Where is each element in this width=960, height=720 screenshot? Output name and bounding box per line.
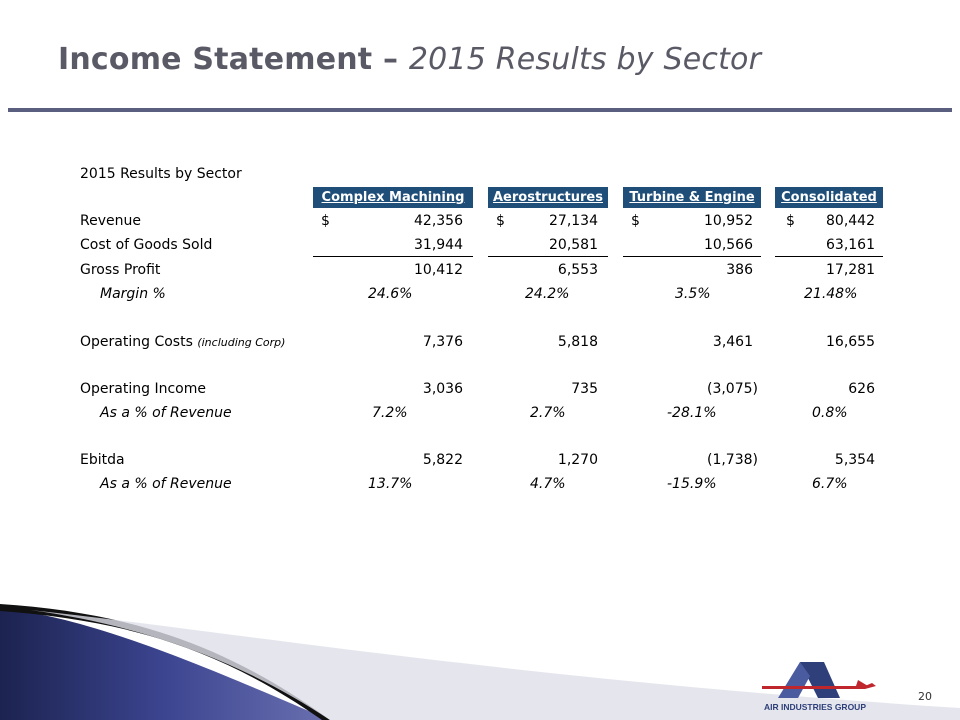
cell-gp-aero: 6,553 — [557, 262, 598, 278]
title-main: Income Statement – — [58, 42, 409, 77]
cell-ebitda-complex: 5,822 — [422, 452, 463, 468]
title-italic: 2015 Results by Sector — [408, 42, 762, 77]
col-header-turbine-engine: Turbine & Engine — [623, 187, 761, 208]
cell-oipct-turbine: -28.1% — [667, 405, 717, 421]
logo-plane-tail — [856, 680, 868, 686]
cell-opcost-consolidated: 16,655 — [826, 334, 875, 350]
cell-gp-complex: 10,412 — [414, 262, 463, 278]
cell-gp-consolidated: 17,281 — [826, 262, 875, 278]
cell-gp-turbine: 386 — [726, 262, 753, 278]
cell-revenue-complex: 42,356 — [414, 213, 463, 229]
row-label-cogs: Cost of Goods Sold — [80, 237, 213, 253]
col-header-consolidated: Consolidated — [775, 187, 883, 208]
cell-oipct-complex: 7.2% — [372, 405, 408, 421]
cell-oipct-consolidated: 0.8% — [812, 405, 848, 421]
currency-symbol: $ — [786, 213, 795, 229]
cell-ebitda-consolidated: 5,354 — [834, 452, 875, 468]
cell-cogs-aero: 20,581 — [549, 237, 598, 253]
row-label-operating-income: Operating Income — [80, 381, 206, 397]
cell-margin-consolidated: 21.48% — [804, 286, 858, 302]
cell-cogs-consolidated: 63,161 — [826, 237, 875, 253]
cell-oipct-aero: 2.7% — [530, 405, 566, 421]
cell-revenue-aero: 27,134 — [549, 213, 598, 229]
row-label-ebitda-pct: As a % of Revenue — [100, 476, 232, 492]
cell-revenue-turbine: 10,952 — [704, 213, 753, 229]
col-header-complex-machining: Complex Machining — [313, 187, 473, 208]
cell-cogs-turbine: 10,566 — [704, 237, 753, 253]
cell-margin-turbine: 3.5% — [675, 286, 711, 302]
currency-symbol: $ — [496, 213, 505, 229]
cell-ebitda-turbine: (1,738) — [706, 452, 758, 468]
cell-ebitdapct-aero: 4.7% — [530, 476, 566, 492]
cell-oi-turbine: (3,075) — [706, 381, 758, 397]
row-label-revenue: Revenue — [80, 213, 141, 229]
cell-oi-aero: 735 — [571, 381, 598, 397]
cell-opcost-complex: 7,376 — [422, 334, 463, 350]
page-number: 20 — [918, 690, 932, 703]
cell-ebitda-aero: 1,270 — [557, 452, 598, 468]
cell-margin-complex: 24.6% — [368, 286, 413, 302]
cell-revenue-consolidated: 80,442 — [826, 213, 875, 229]
cell-ebitdapct-turbine: -15.9% — [667, 476, 717, 492]
cell-oi-complex: 3,036 — [422, 381, 463, 397]
col-header-aerostructures: Aerostructures — [488, 187, 608, 208]
row-label-oi-pct: As a % of Revenue — [100, 405, 232, 421]
logo-text: AIR INDUSTRIES GROUP — [763, 702, 867, 712]
row-label-gross-profit: Gross Profit — [80, 262, 161, 278]
currency-symbol: $ — [631, 213, 640, 229]
cell-opcost-aero: 5,818 — [557, 334, 598, 350]
cell-opcost-turbine: 3,461 — [712, 334, 753, 350]
cell-ebitdapct-consolidated: 6.7% — [812, 476, 848, 492]
operating-costs-label: Operating Costs — [80, 334, 193, 350]
cell-cogs-complex: 31,944 — [414, 237, 463, 253]
company-logo — [740, 658, 890, 714]
operating-costs-note: (including Corp) — [197, 336, 286, 349]
row-label-ebitda: Ebitda — [80, 452, 125, 468]
row-label-margin: Margin % — [100, 286, 166, 302]
cell-margin-aero: 24.2% — [525, 286, 570, 302]
currency-symbol: $ — [321, 213, 330, 229]
cell-ebitdapct-complex: 13.7% — [368, 476, 413, 492]
table-heading: 2015 Results by Sector — [80, 166, 242, 182]
cell-oi-consolidated: 626 — [848, 381, 875, 397]
